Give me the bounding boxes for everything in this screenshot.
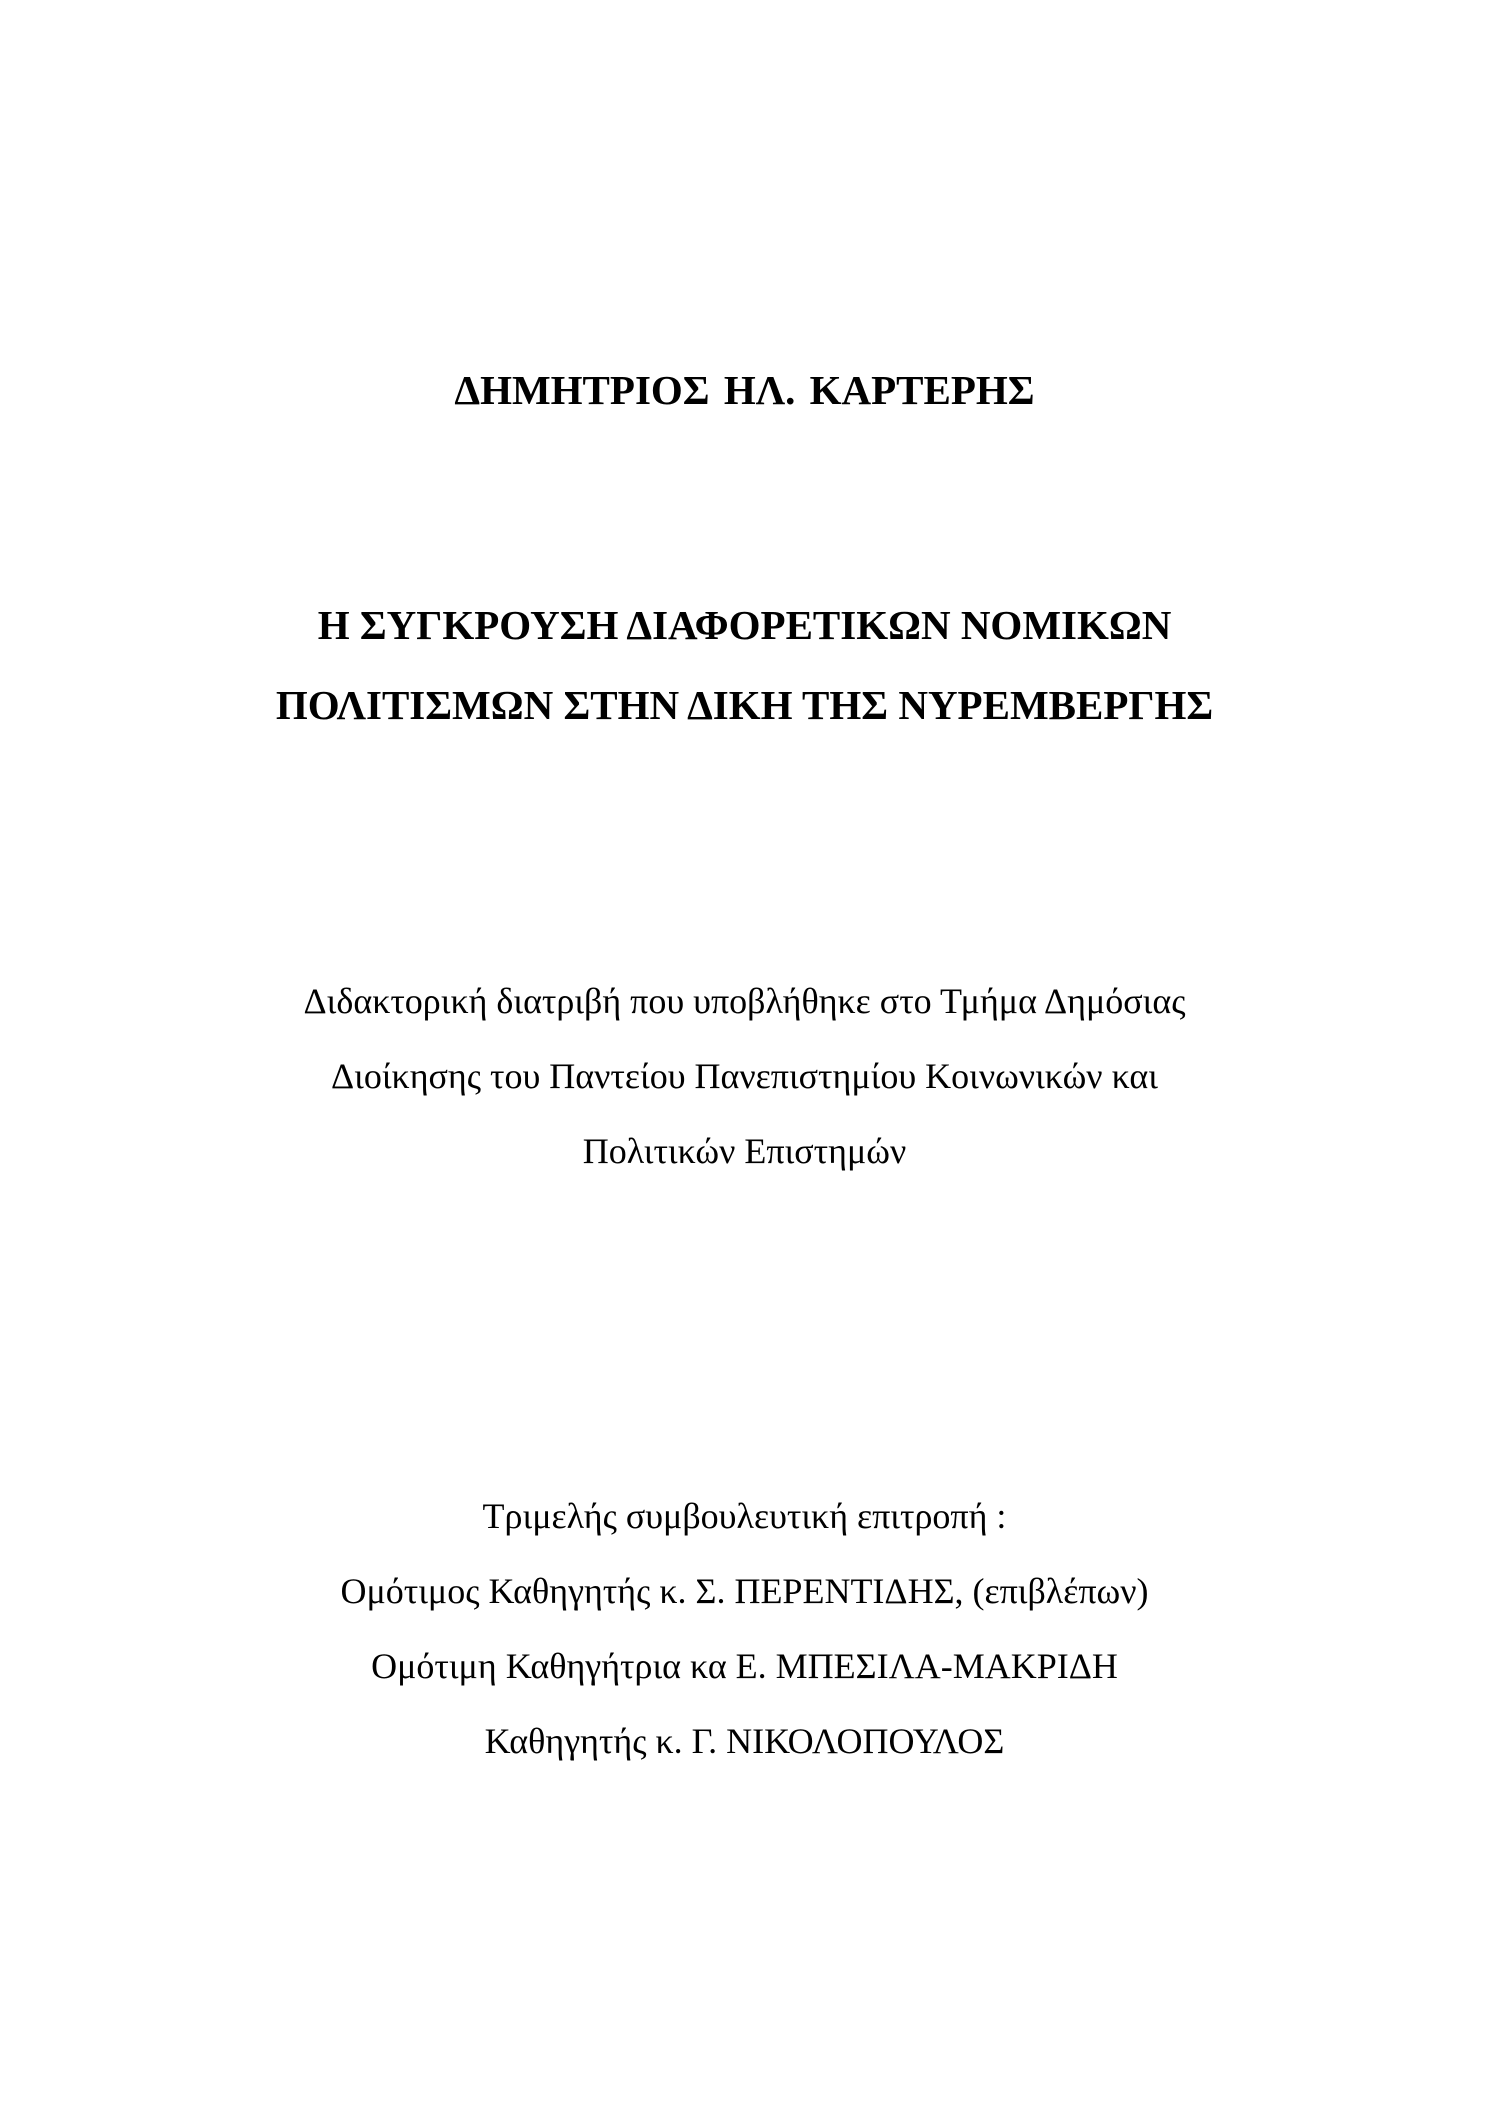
thesis-description-line-1: Διδακτορική διατριβή που υποβλήθηκε στο Τμήμα Δημόσιας [303,981,1186,1021]
committee-member: Ομότιμη Καθηγήτρια κα Ε. ΜΠΕΣΙΛΑ-ΜΑΚΡΙΔΗ [371,1646,1118,1686]
thesis-description-line-2: Διοίκησης του Παντείου Πανεπιστημίου Κοινωνικών και [331,1056,1158,1096]
committee-member: Ομότιμος Καθηγητής κ. Σ. ΠΕΡΕΝΤΙΔΗΣ, (επιβλέπων) [340,1571,1149,1611]
author-name: ΔΗΜΗΤΡΙΟΣ ΗΛ. ΚΑΡΤΕΡΗΣ [454,367,1035,413]
thesis-description-line-3: Πολιτικών Επιστημών [582,1131,907,1171]
thesis-title-line-1: Η ΣΥΓΚΡΟΥΣΗ ΔΙΑΦΟΡΕΤΙΚΩΝ ΝΟΜΙΚΩΝ [317,602,1172,648]
thesis-title-line-2: ΠΟΛΙΤΙΣΜΩΝ ΣΤΗΝ ΔΙΚΗ ΤΗΣ ΝΥΡΕΜΒΕΡΓΗΣ [275,682,1214,728]
committee-member: Καθηγητής κ. Γ. ΝΙΚΟΛΟΠΟΥΛΟΣ [484,1721,1005,1761]
committee-heading: Τριμελής συμβουλευτική επιτροπή : [482,1496,1007,1536]
